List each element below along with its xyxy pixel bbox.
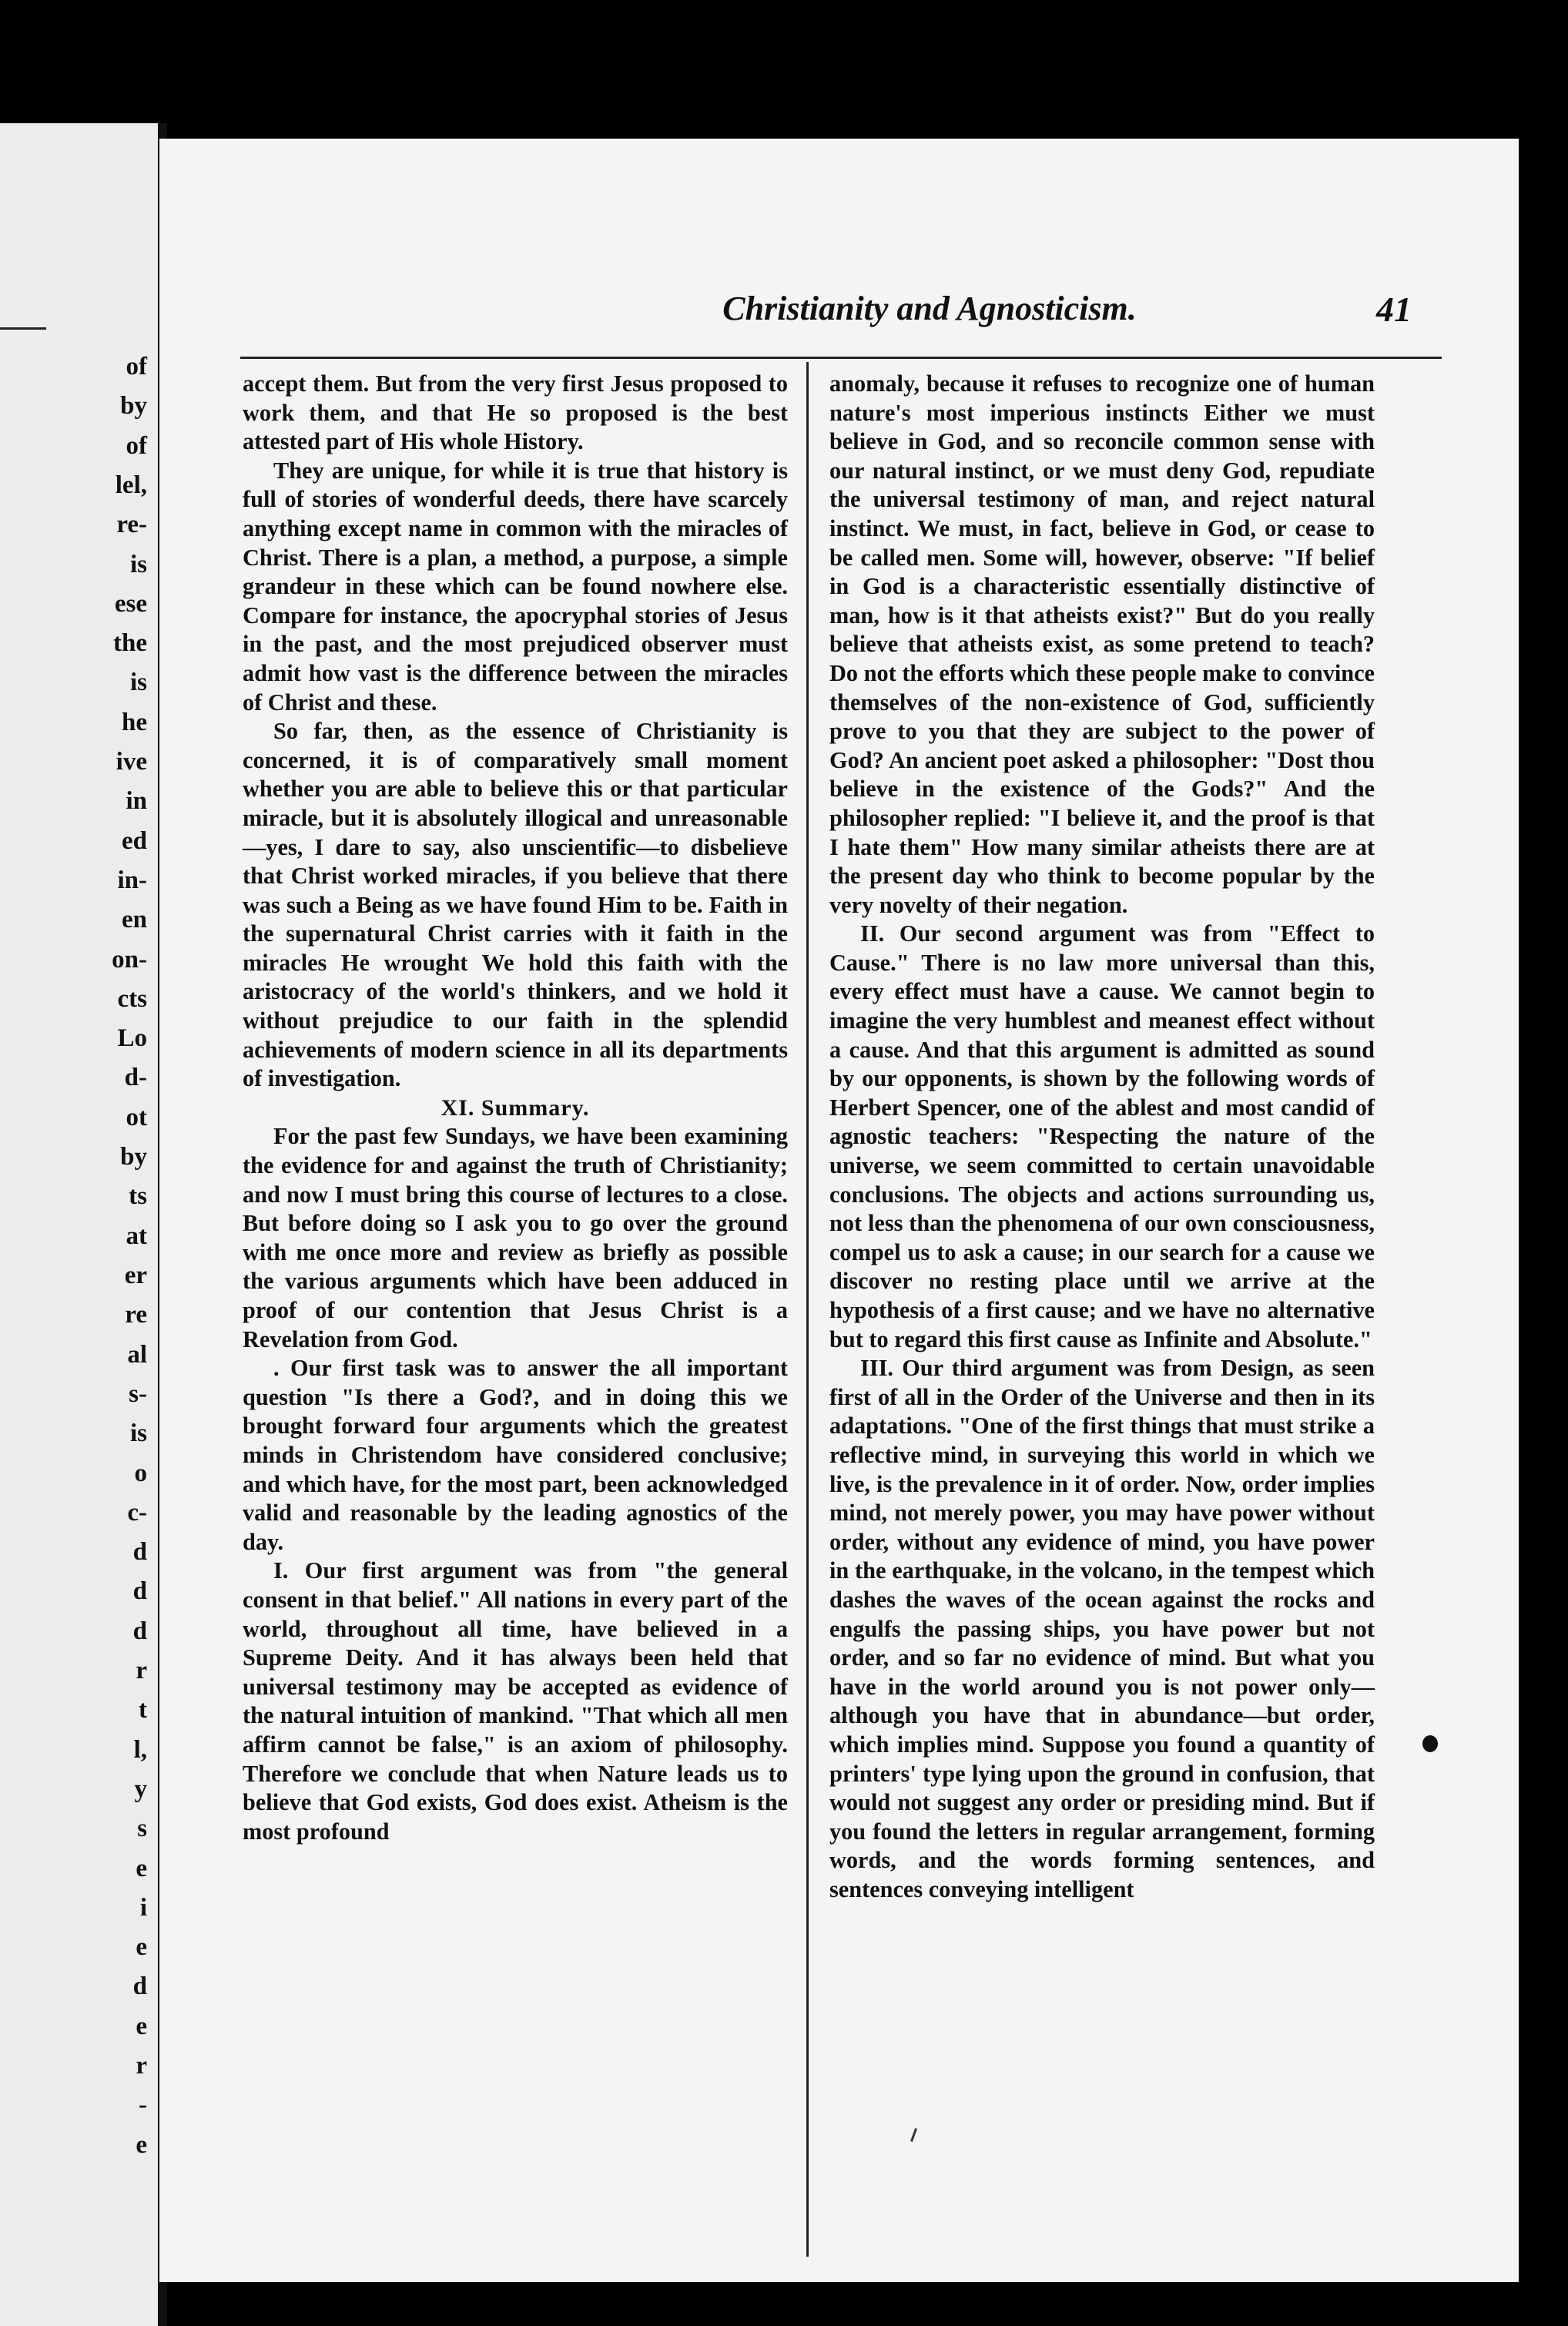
facing-page-fragment: ed (122, 826, 147, 855)
facing-page-fragment: d- (124, 1064, 147, 1092)
facing-page-fragment: s (137, 1815, 147, 1843)
facing-page-fragment: - (139, 2091, 147, 2120)
facing-page-fragment: cts (117, 984, 147, 1013)
facing-page-fragment: is (129, 1419, 147, 1448)
facing-page-fragment: by (120, 1143, 147, 1171)
facing-page-fragment: ese (114, 589, 147, 618)
facing-page-fragment: t (139, 1696, 147, 1724)
facing-page-fragment: e (136, 2130, 147, 2159)
paragraph: They are unique, for while it is true that history is full of stories of wonderful deeds, there have scarcely anything except name in common with the miracles of Christ. There is a plan, a method, a purpose, a simple grandeur in these which can be found nowhere else. Compare for instance, the apocryphal stories of Jesus in the past, and the most prejudiced observer must admit how vast is the difference between the miracles of Christ and these. (243, 457, 788, 716)
facing-page-fragment: e (136, 1933, 147, 1962)
facing-page-fragment: l, (133, 1735, 147, 1764)
page-number: 41 (1376, 290, 1412, 329)
paragraph: I. Our first argument was from "the general consent in that belief." All nations in every part of the world, throughout all time, have believed in a Supreme Deity. And it has always been held that universal testimony may be accepted as evidence of the natural intuition of mankind. "That which all men affirm cannot be false," is an axiom of philosophy. Therefore we conclude that when Nature leads us to believe that God exists, God does exist. Atheism is the most profound (243, 1557, 788, 1845)
facing-page-fragment: e (136, 2012, 147, 2040)
left-column (243, 370, 788, 1846)
facing-page-fragment: lel, (115, 471, 147, 499)
paragraph: III. Our third argument was from Design, as seen first of all in the Order of the Universe and then in its adaptations. "One of the first things that must strike a reflective mind, in surveying this world in which we live, is the prevalence in it of order. Now, order implies mind, not merely power, you may have power without order, without any evidence of mind, you have power in the earthquake, in the volcano, in the tempest which dashes the waves of the ocean against the rocks and engulfs the passing ships, you have power but not order, and so far no evidence of mind. But what you have in the world around you is not power only—although you have that in abundance—but order, which implies mind. Suppose you found a quantity of printers' type lying upon the ground in confusion, that would not suggest any order or presiding mind. But if you found the letters in regular arrangement, forming words, and the words forming sentences, and sentences conveying intelligent (829, 1355, 1375, 1902)
facing-page-fragment: by (120, 392, 147, 421)
section-heading: XI. Summary. (441, 1094, 590, 1121)
facing-page-fragment: d (132, 1538, 147, 1567)
paragraph: So far, then, as the essence of Christianity is concerned, it is of comparatively small moment whether you are able to believe this or that particular miracle, but it is absolutely illogical and unreasonable—yes, I dare to say, also unscientific—to disbelieve that Christ worked miracles, if you believe that there was such a Being as we have found Him to be. Faith in the supernatural Christ carries with it faith in the miracles He wrought We hold this faith with the aristocracy of the world's thinkers, and we hold it without prejudice to our faith in the splendid achievements of modern science in all its departments of investigation. (243, 718, 788, 1092)
column-divider (806, 362, 809, 2257)
ink-dot (1422, 1735, 1438, 1752)
facing-page-fragment: r (136, 2052, 147, 2080)
facing-page-fragment: he (122, 708, 147, 736)
facing-page-fragment: s- (129, 1379, 147, 1408)
facing-page-fragment: re (125, 1301, 147, 1329)
book-page (159, 139, 1519, 2282)
facing-page-fragment: re- (116, 511, 147, 539)
facing-page-fragment: in (126, 787, 147, 816)
facing-page-fragment: o (134, 1459, 147, 1487)
facing-page-fragment: of (126, 353, 147, 380)
facing-page-fragment: Lo (117, 1024, 147, 1053)
facing-page-fragment: the (113, 629, 147, 658)
facing-page-fragment: is (129, 550, 147, 578)
right-column (829, 370, 1375, 1904)
facing-page-fragment: on- (112, 945, 147, 974)
facing-page-fragment: ts (129, 1182, 147, 1211)
header-rule (240, 357, 1442, 359)
running-head: Christianity and Agnosticism. (722, 290, 1137, 327)
paragraph: accept them. But from the very first Jesus proposed to work them, and that He so proposed is the best attested part of His whole History. (243, 370, 788, 455)
facing-page-fragment: y (134, 1775, 147, 1803)
facing-page-fragment: c- (127, 1498, 147, 1527)
facing-page-fragment: is (129, 669, 147, 697)
facing-page-fragment: er (124, 1262, 147, 1289)
facing-page-edge (0, 123, 167, 2326)
facing-page-fragment: at (126, 1222, 147, 1250)
facing-page-fragment: in- (117, 866, 147, 894)
facing-page-fragment: d (132, 1577, 147, 1606)
facing-page-fragment: i (139, 1893, 147, 1922)
facing-page-fragment: ot (126, 1103, 147, 1131)
facing-page-fragment: en (122, 906, 147, 934)
facing-page-fragment: ive (116, 748, 147, 776)
paragraph: . Our first task was to answer the all important question "Is there a God?, and in doing this we brought forward four arguments which the greatest minds in Christendom have considered conclusive; and which have, for the most part, been acknowledged valid and reasonable by the leading agnostics of the day. (243, 1355, 788, 1555)
facing-page-fragment: of (126, 431, 147, 460)
facing-page-fragment: e (136, 1854, 147, 1882)
facing-page-fragment: d (132, 1617, 147, 1645)
facing-page-rule (0, 327, 46, 330)
facing-page-fragment: al (127, 1340, 147, 1369)
facing-page-fragment: r (136, 1657, 147, 1685)
paragraph: For the past few Sundays, we have been examining the evidence for and against the truth of Christianity; and now I must bring this course of lectures to a close. But before doing so I ask you to go over the ground with me once more and review as briefly as possible the various arguments which have been adduced in proof of our contention that Jesus Christ is a Revelation from God. (243, 1123, 788, 1352)
paragraph: II. Our second argument was from "Effect to Cause." There is no law more universal than this, every effect must have a cause. We cannot begin to imagine the very humblest and meanest effect without a cause. And that this argument is admitted as sound by our opponents, is shown by the following words of Herbert Spencer, one of the ablest and most candid of agnostic teachers: "Respecting the nature of the universe, we seem committed to certain unavoidable conclusions. The objects and actions surrounding us, not less than the phenomena of our own consciousness, compel us to ask a cause; in our search for a cause we discover no resting place until we arrive at the hypothesis of a first cause; and we have no alternative but to regard this first cause as Infinite and Absolute." (829, 920, 1375, 1352)
facing-page-fragment: d (132, 1972, 147, 2001)
paragraph: anomaly, because it refuses to recognize one of human nature's most imperious instincts Either we must believe in God, and so reconcile common sense with our natural instinct, or we must deny God, repudiate the universal testimony of man, and reject natural instinct. We must, in fact, believe in God, or cease to be called men. Some will, however, observe: "If belief in God is a characteristic essentially distinctive of man, how is it that atheists exist?" But do you really believe that atheists exist, as some pretend to teach? Do not the efforts which these people make to convince themselves of the non-existence of God, sufficiently prove to you that they are subject to the power of God? An ancient poet asked a philosopher: "Dost thou believe in the existence of the Gods?" And the philosopher replied: "I believe it, and the proof is that I hate them" How many similar atheists there are at the present day who think to become popular by the very novelty of their negation. (829, 370, 1375, 918)
